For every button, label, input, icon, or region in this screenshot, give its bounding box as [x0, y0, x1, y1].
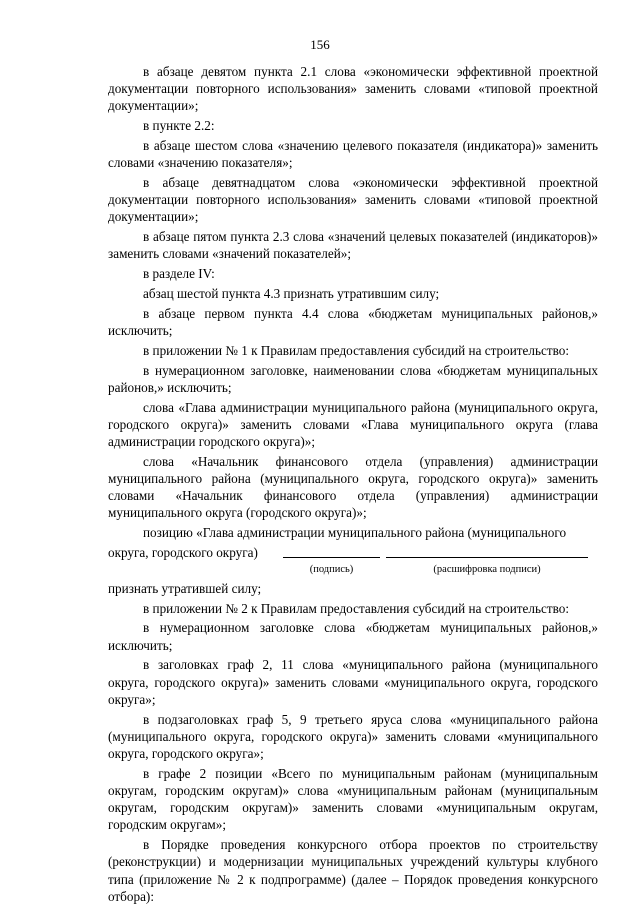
- signature-decoding-caption: (расшифровка подписи): [433, 563, 541, 575]
- signature-blank: [283, 557, 380, 558]
- paragraph: в подзаголовках граф 5, 9 третьего яруса слова «муниципального района (муниципального округа, городского округа)» заменить словами «муниципального округа, городского округа»;: [108, 711, 598, 761]
- signature-text: округа, городского округа): [108, 545, 258, 560]
- paragraph: признать утратившей силу;: [108, 580, 262, 596]
- paragraph: в графе 2 позиции «Всего по муниципальным районам (муниципальным округам, городским округам)» слова «муниципальным районам (муниципальным округам, городским округам)» заменить словами «муниципальным округам, городским округам»;: [108, 765, 598, 833]
- paragraph: в абзаце шестом слова «значению целевого показателя (индикатора)» заменить словами «значению показателя»;: [108, 138, 598, 171]
- paragraph: в нумерационном заголовке, наименовании слова «бюджетам муниципальных районов,» исключить;: [108, 362, 598, 395]
- paragraph: в абзаце пятом пункта 2.3 слова «значений целевых показателей (индикаторов)» заменить словами «значений показателей»;: [108, 229, 598, 262]
- paragraph: в приложении № 1 к Правилам предоставления субсидий на строительство:: [143, 342, 569, 358]
- paragraph: в абзаце первом пункта 4.4 слова «бюджетам муниципальных районов,» исключить;: [108, 305, 598, 338]
- signature-line: [108, 544, 598, 561]
- paragraph: в Порядке проведения конкурсного отбора проектов по строительству (реконструкции) и модернизации муниципальных учреждений культуры клубного типа (приложение № 2 к подпрограмме) (далее – Порядок проведения конкурсного отбора):: [108, 837, 598, 904]
- paragraph: в разделе IV:: [143, 266, 215, 282]
- paragraph: слова «Начальник финансового отдела (управления) администрации муниципального района (муниципального округа, городского округа)» заменить словами «Начальник финансового отдела (управления) администрации муниципального округа (городского округа)»;: [108, 453, 598, 521]
- page-number: 156: [310, 37, 330, 52]
- paragraph: в абзаце девятом пункта 2.1 слова «экономически эффективной проектной документации повторного использования» заменить словами «типовой проектной документации»;: [108, 64, 598, 114]
- paragraph: слова «Глава администрации муниципального района (муниципального округа, городского округа)» заменить словами «Глава муниципального округа (глава администрации городского округа)»;: [108, 399, 598, 449]
- paragraph: в пункте 2.2:: [143, 118, 215, 134]
- signature-caption: (подпись): [309, 563, 354, 575]
- paragraph: в заголовках граф 2, 11 слова «муниципального района (муниципального округа, городского округа)» заменить словами «муниципального округа, городского округа»;: [108, 657, 598, 707]
- paragraph: в приложении № 2 к Правилам предоставления субсидий на строительство:: [143, 600, 569, 616]
- paragraph: абзац шестой пункта 4.3 признать утратившим силу;: [143, 286, 440, 301]
- signature-captions: [108, 563, 598, 577]
- paragraph: в нумерационном заголовке слова «бюджетам муниципальных районов,» исключить;: [108, 620, 598, 653]
- document-body: [108, 63, 598, 908]
- paragraph: позицию «Глава администрации муниципального района (муниципального: [143, 525, 567, 541]
- paragraph: в абзаце девятнадцатом слова «экономически эффективной проектной документации повторного использования» заменить словами «типовой проектной документации»;: [108, 175, 598, 225]
- signature-decoding-blank: [386, 557, 588, 558]
